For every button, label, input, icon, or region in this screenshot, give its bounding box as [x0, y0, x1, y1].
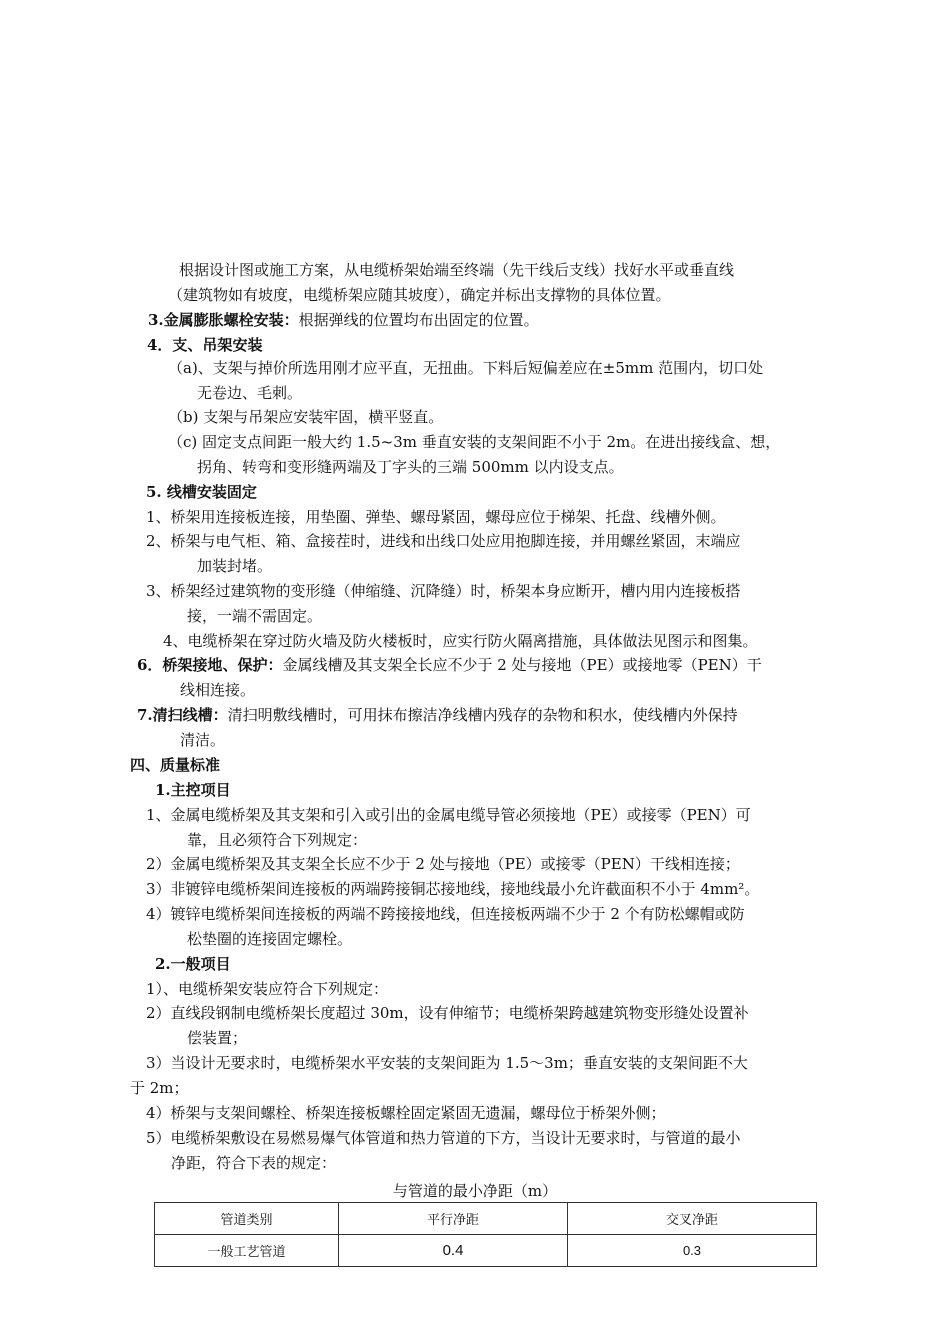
- table-row: [155, 1235, 817, 1267]
- section-heading: 四、质量标准: [130, 756, 221, 774]
- step-heading: 3.金属膨胀螺栓安装：根据弹线的位置均布出固定的位置。: [148, 311, 539, 329]
- body-line: （建筑物如有坡度，电缆桥架应随其坡度），确定并标出支撑物的具体位置。: [168, 286, 671, 304]
- step-heading: 4．支、吊架安装: [147, 336, 263, 354]
- body-line: 靠，且必须符合下列规定：: [187, 831, 368, 849]
- body-line: 偿装置；: [187, 1029, 248, 1047]
- table-header-cell: 平行净距: [339, 1203, 568, 1235]
- table-header-cell: 管道类别: [155, 1203, 339, 1235]
- body-line: 1）、电缆桥架安装应符合下列规定：: [146, 980, 389, 998]
- subsection-heading: 1.主控项目: [155, 781, 231, 799]
- body-line: 5）电缆桥架敷设在易燃易爆气体管道和热力管道的下方，当设计无要求时，与管道的最小: [146, 1129, 741, 1147]
- table-cell: 一般工艺管道: [155, 1235, 339, 1267]
- body-line: 根据设计图或施工方案，从电缆桥架始端至终端（先干线后支线）找好水平或垂直线: [179, 261, 735, 279]
- body-line: 线相连接。: [180, 681, 256, 699]
- step-heading: 5. 线槽安装固定: [146, 483, 257, 501]
- table-header-cell: 交叉净距: [568, 1203, 817, 1235]
- body-line: 2）直线段钢制电缆桥架长度超过 30m，设有伸缩节；电缆桥架跨越建筑物变形缝处设置补: [146, 1004, 749, 1022]
- step-heading: 7.清扫线槽：清扫明敷线槽时，可用抹布擦洁净线槽内残存的杂物和积水，使线槽内外保持: [137, 706, 738, 724]
- body-line: 松垫圈的连接固定螺栓。: [187, 930, 353, 948]
- body-line: 2、桥架与电气柜、箱、盒接茬时，进线和出线口处应用抱脚连接，并用螺丝紧固，末端应: [146, 532, 741, 550]
- body-line: 4、电缆桥架在穿过防火墙及防火楼板时，应实行防火隔离措施，具体做法见图示和图集。: [163, 632, 758, 650]
- body-line: 接，一端不需固定。: [187, 607, 323, 625]
- body-line: 2）金属电缆桥架及其支架全长应不少于 2 处与接地（PE）或接零（PEN）干线相连接；: [146, 855, 740, 873]
- body-line: 拐角、转弯和变形缝两端及丁字头的三端 500mm 以内设支点。: [197, 458, 624, 476]
- subsection-heading: 2.一般项目: [155, 955, 231, 973]
- body-line: （c) 固定支点间距一般大约 1.5~3m 垂直安装的支架间距不小于 2m。在进出接线盒、想，: [168, 433, 781, 451]
- body-line: 1、桥架用连接板连接，用垫圈、弹垫、螺母紧固，螺母应位于梯架、托盘、线槽外侧。: [146, 508, 726, 526]
- step-heading: 6．桥架接地、保护：金属线槽及其支架全长应不少于 2 处与接地（PE）或接地零（PEN）干: [137, 656, 762, 674]
- body-line: 于 2m；: [130, 1079, 189, 1097]
- body-line: 4）桥架与支架间螺栓、桥架连接板螺栓固定紧固无遗漏，螺母位于桥架外侧；: [146, 1104, 666, 1122]
- table-header-row: [155, 1203, 817, 1235]
- body-line: 净距，符合下表的规定：: [171, 1154, 337, 1172]
- body-line: 无卷边、毛刺。: [197, 384, 303, 402]
- body-line: 3、桥架经过建筑物的变形缝（伸缩缝、沉降缝）时，桥架本身应断开，槽内用内连接板搭: [146, 582, 741, 600]
- body-line: 3）非镀锌电缆桥架间连接板的两端跨接铜芯接地线，接地线最小允许截面积不小于 4mm²。: [146, 880, 760, 898]
- table-cell: 0.3: [568, 1235, 817, 1267]
- clearance-table: [154, 1202, 817, 1267]
- body-line: 1、金属电缆桥架及其支架和引入或引出的金属电缆导管必须接地（PE）或接零（PEN）可: [146, 806, 751, 824]
- table-caption: 与管道的最小净距（m）: [392, 1182, 558, 1200]
- body-line: （a)、支架与掉价所选用刚才应平直，无扭曲。下料后短偏差应在±5mm 范围内，切口处: [168, 359, 764, 377]
- body-line: （b) 支架与吊架应安装牢固，横平竖直。: [168, 408, 444, 426]
- body-line: 3）当设计无要求时，电缆桥架水平安装的支架间距为 1.5～3m；垂直安装的支架间距不大: [146, 1054, 748, 1072]
- body-line: 清洁。: [180, 731, 226, 749]
- body-line: 4）镀锌电缆桥架间连接板的两端不跨接接地线，但连接板两端不少于 2 个有防松螺帽或防: [146, 905, 745, 923]
- body-line: 加装封堵。: [197, 557, 273, 575]
- table-cell: 0.4: [339, 1235, 568, 1267]
